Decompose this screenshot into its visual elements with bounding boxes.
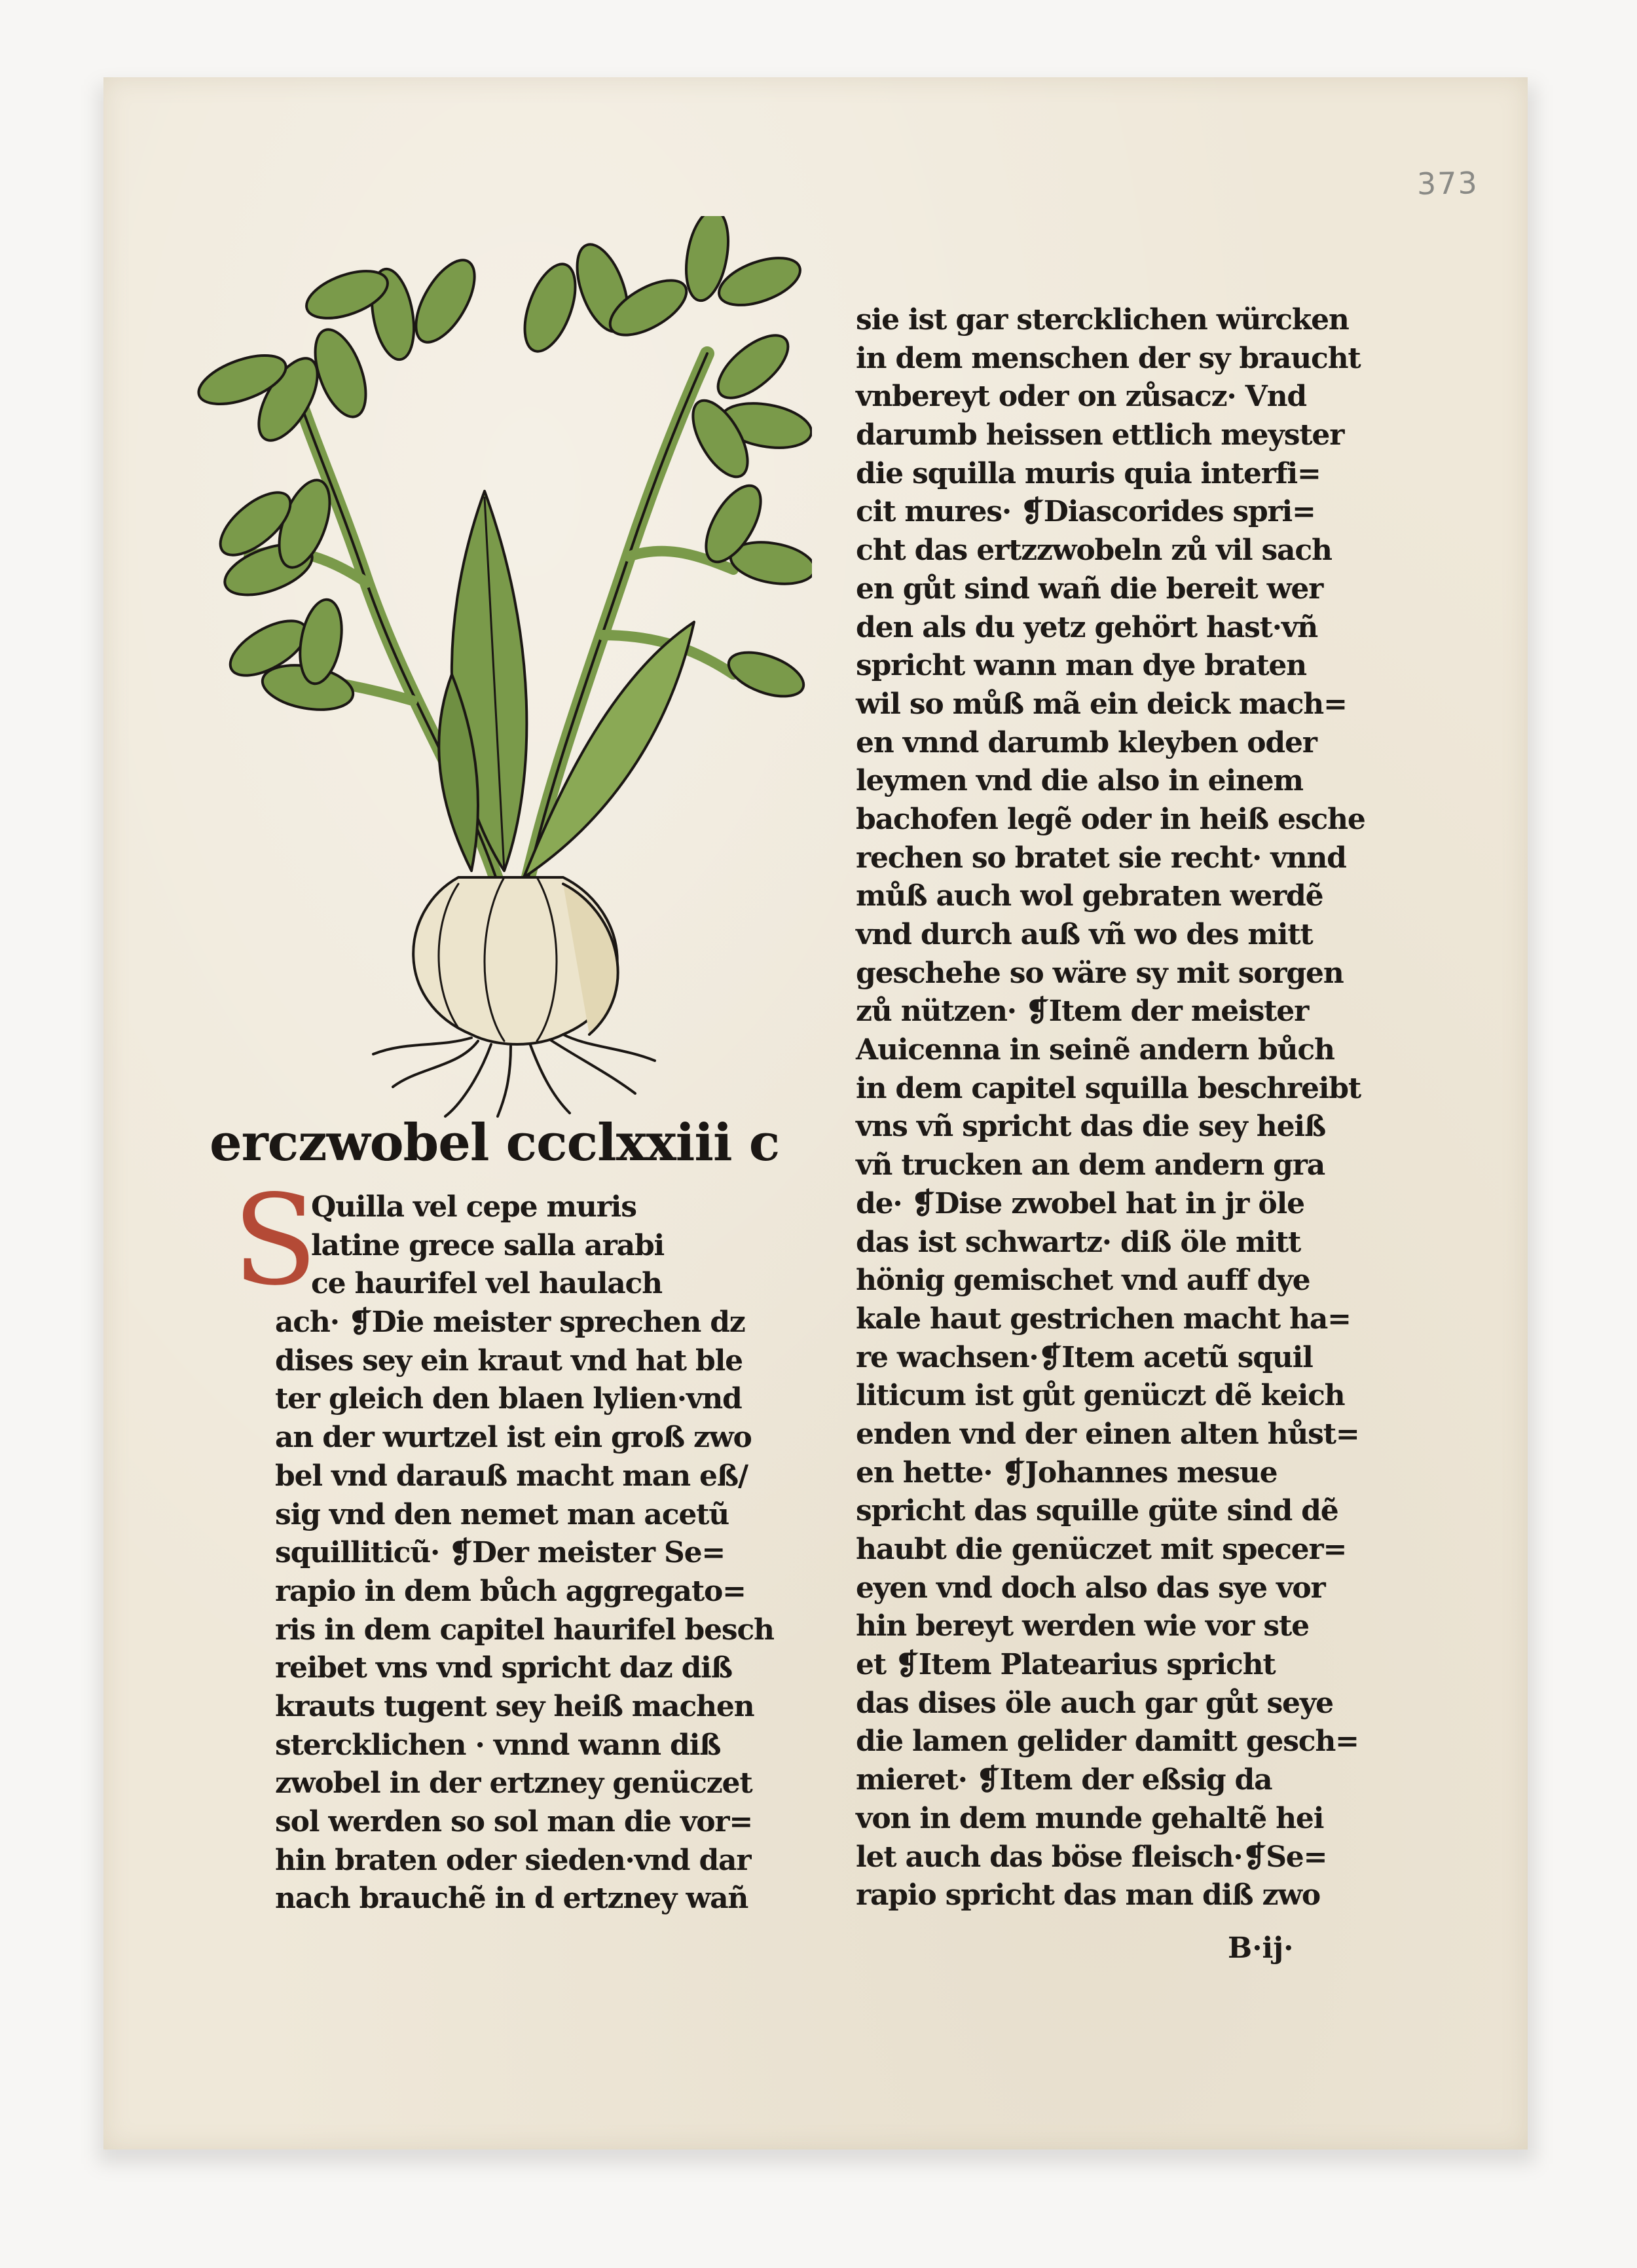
text-line: mieret· ❡Item der eßsig da: [856, 1763, 1272, 1797]
text-line: ce haurifel vel haulach: [311, 1267, 662, 1301]
text-line: den als du yetz gehört hast·vñ: [856, 610, 1318, 644]
text-line: en hette· ❡Johannes mesue: [856, 1455, 1278, 1490]
text-line: ter gleich den blaen lylien·vnd: [275, 1382, 742, 1416]
text-line: in dem capitel squilla beschreibt: [856, 1071, 1361, 1105]
right-text-column: [856, 301, 1365, 1915]
text-line: spricht wann man dye braten: [856, 649, 1306, 683]
text-line: let auch das böse fleisch·❡Se=: [856, 1840, 1327, 1874]
text-line: můß auch wol gebraten werdẽ: [856, 879, 1323, 913]
text-line: cht das ertzzwobeln zů vil sach: [856, 534, 1332, 568]
text-line: vns vñ spricht das die sey heiß: [856, 1110, 1326, 1144]
text-line: bel vnd darauß macht man eß/: [275, 1459, 748, 1493]
text-line: vnd durch auß vñ wo des mitt: [856, 918, 1313, 951]
chapter-heading: erczwobel ccclxxiii c: [210, 1113, 780, 1173]
text-line: die lamen gelider damitt gesch=: [856, 1725, 1359, 1759]
text-line: krauts tugent sey heiß machen: [275, 1689, 754, 1723]
text-line: darumb heissen ettlich meyster: [856, 418, 1344, 452]
text-line: re wachsen·❡Item acetũ squil: [856, 1340, 1313, 1374]
text-line: sie ist gar stercklichen würcken: [856, 303, 1349, 337]
text-line: spricht das squille güte sind dẽ: [856, 1494, 1338, 1528]
text-line: geschehe so wäre sy mit sorgen: [856, 956, 1344, 990]
text-line: an der wurtzel ist ein groß zwo: [275, 1421, 752, 1455]
text-line: vñ trucken an dem andern gra: [856, 1148, 1325, 1182]
text-line: kale haut gestrichen macht ha=: [856, 1302, 1351, 1336]
text-line: liticum ist gůt genüczt dẽ keich: [856, 1379, 1345, 1413]
text-line: das dises öle auch gar gůt seye: [856, 1686, 1333, 1720]
text-line: nach brauchẽ in d ertzney wañ: [275, 1882, 748, 1916]
text-line: wil so můß mã ein deick mach=: [856, 687, 1347, 721]
text-line: hin braten oder sieden·vnd dar: [275, 1843, 751, 1877]
squill-plant-woodcut: [196, 216, 812, 1120]
text-line: rechen so bratet sie recht· vnnd: [856, 841, 1346, 875]
text-line: rapio in dem bůch aggregato=: [275, 1574, 746, 1608]
text-line: haubt die genüczet mit specer=: [856, 1533, 1347, 1566]
text-line: dises sey ein kraut vnd hat ble: [275, 1344, 743, 1378]
text-line: stercklichen · vnnd wann diß: [275, 1728, 721, 1762]
text-line: eyen vnd doch also das sye vor: [856, 1571, 1325, 1605]
folio-number: 373: [1416, 165, 1479, 202]
text-line: Auicenna in seinẽ andern bůch: [856, 1033, 1334, 1067]
text-line: rapio spricht das man diß zwo: [856, 1878, 1321, 1912]
text-line: sig vnd den nemet man acetũ: [275, 1497, 729, 1531]
text-line: reibet vns vnd spricht daz diß: [275, 1651, 732, 1685]
text-line: et ❡Item Platearius spricht: [856, 1648, 1276, 1682]
text-line: die squilla muris quia interfi=: [856, 456, 1321, 490]
text-line: von in dem munde gehaltẽ hei: [856, 1801, 1324, 1835]
text-line: hin bereyt werden wie vor ste: [856, 1609, 1309, 1643]
signature-mark: B·ij·: [1228, 1931, 1294, 1965]
text-line: squilliticũ· ❡Der meister Se=: [275, 1536, 726, 1570]
text-line: bachofen legẽ oder in heiß esche: [856, 802, 1365, 836]
text-line: zwobel in der ertzney genüczet: [275, 1766, 752, 1801]
initial-letter: S: [232, 1168, 318, 1313]
text-line: en gůt sind wañ die bereit wer: [856, 572, 1323, 606]
text-line: leymen vnd die also in einem: [856, 764, 1303, 798]
text-line: hönig gemischet vnd auff dye: [856, 1264, 1310, 1298]
text-line: das ist schwartz· diß öle mitt: [856, 1225, 1301, 1259]
text-line: ach· ❡Die meister sprechen dz: [275, 1306, 745, 1340]
left-text-column: [275, 1188, 809, 1918]
text-line: en vnnd darumb kleyben oder: [856, 725, 1317, 759]
text-line: latine grece salla arabi: [311, 1228, 665, 1262]
text-line: Quilla vel cepe muris: [311, 1190, 636, 1224]
text-line: vnbereyt oder on zůsacz· Vnd: [856, 380, 1306, 414]
text-line: de· ❡Dise zwobel hat in jr öle: [856, 1186, 1304, 1220]
text-line: ris in dem capitel haurifel besch: [275, 1613, 774, 1647]
text-line: enden vnd der einen alten hůst=: [856, 1417, 1359, 1451]
text-line: cit mures· ❡Diascorides spri=: [856, 495, 1315, 529]
text-line: zů nützen· ❡Item der meister: [856, 995, 1309, 1029]
text-line: in dem menschen der sy braucht: [856, 341, 1361, 375]
text-line: sol werden so sol man die vor=: [275, 1805, 752, 1838]
